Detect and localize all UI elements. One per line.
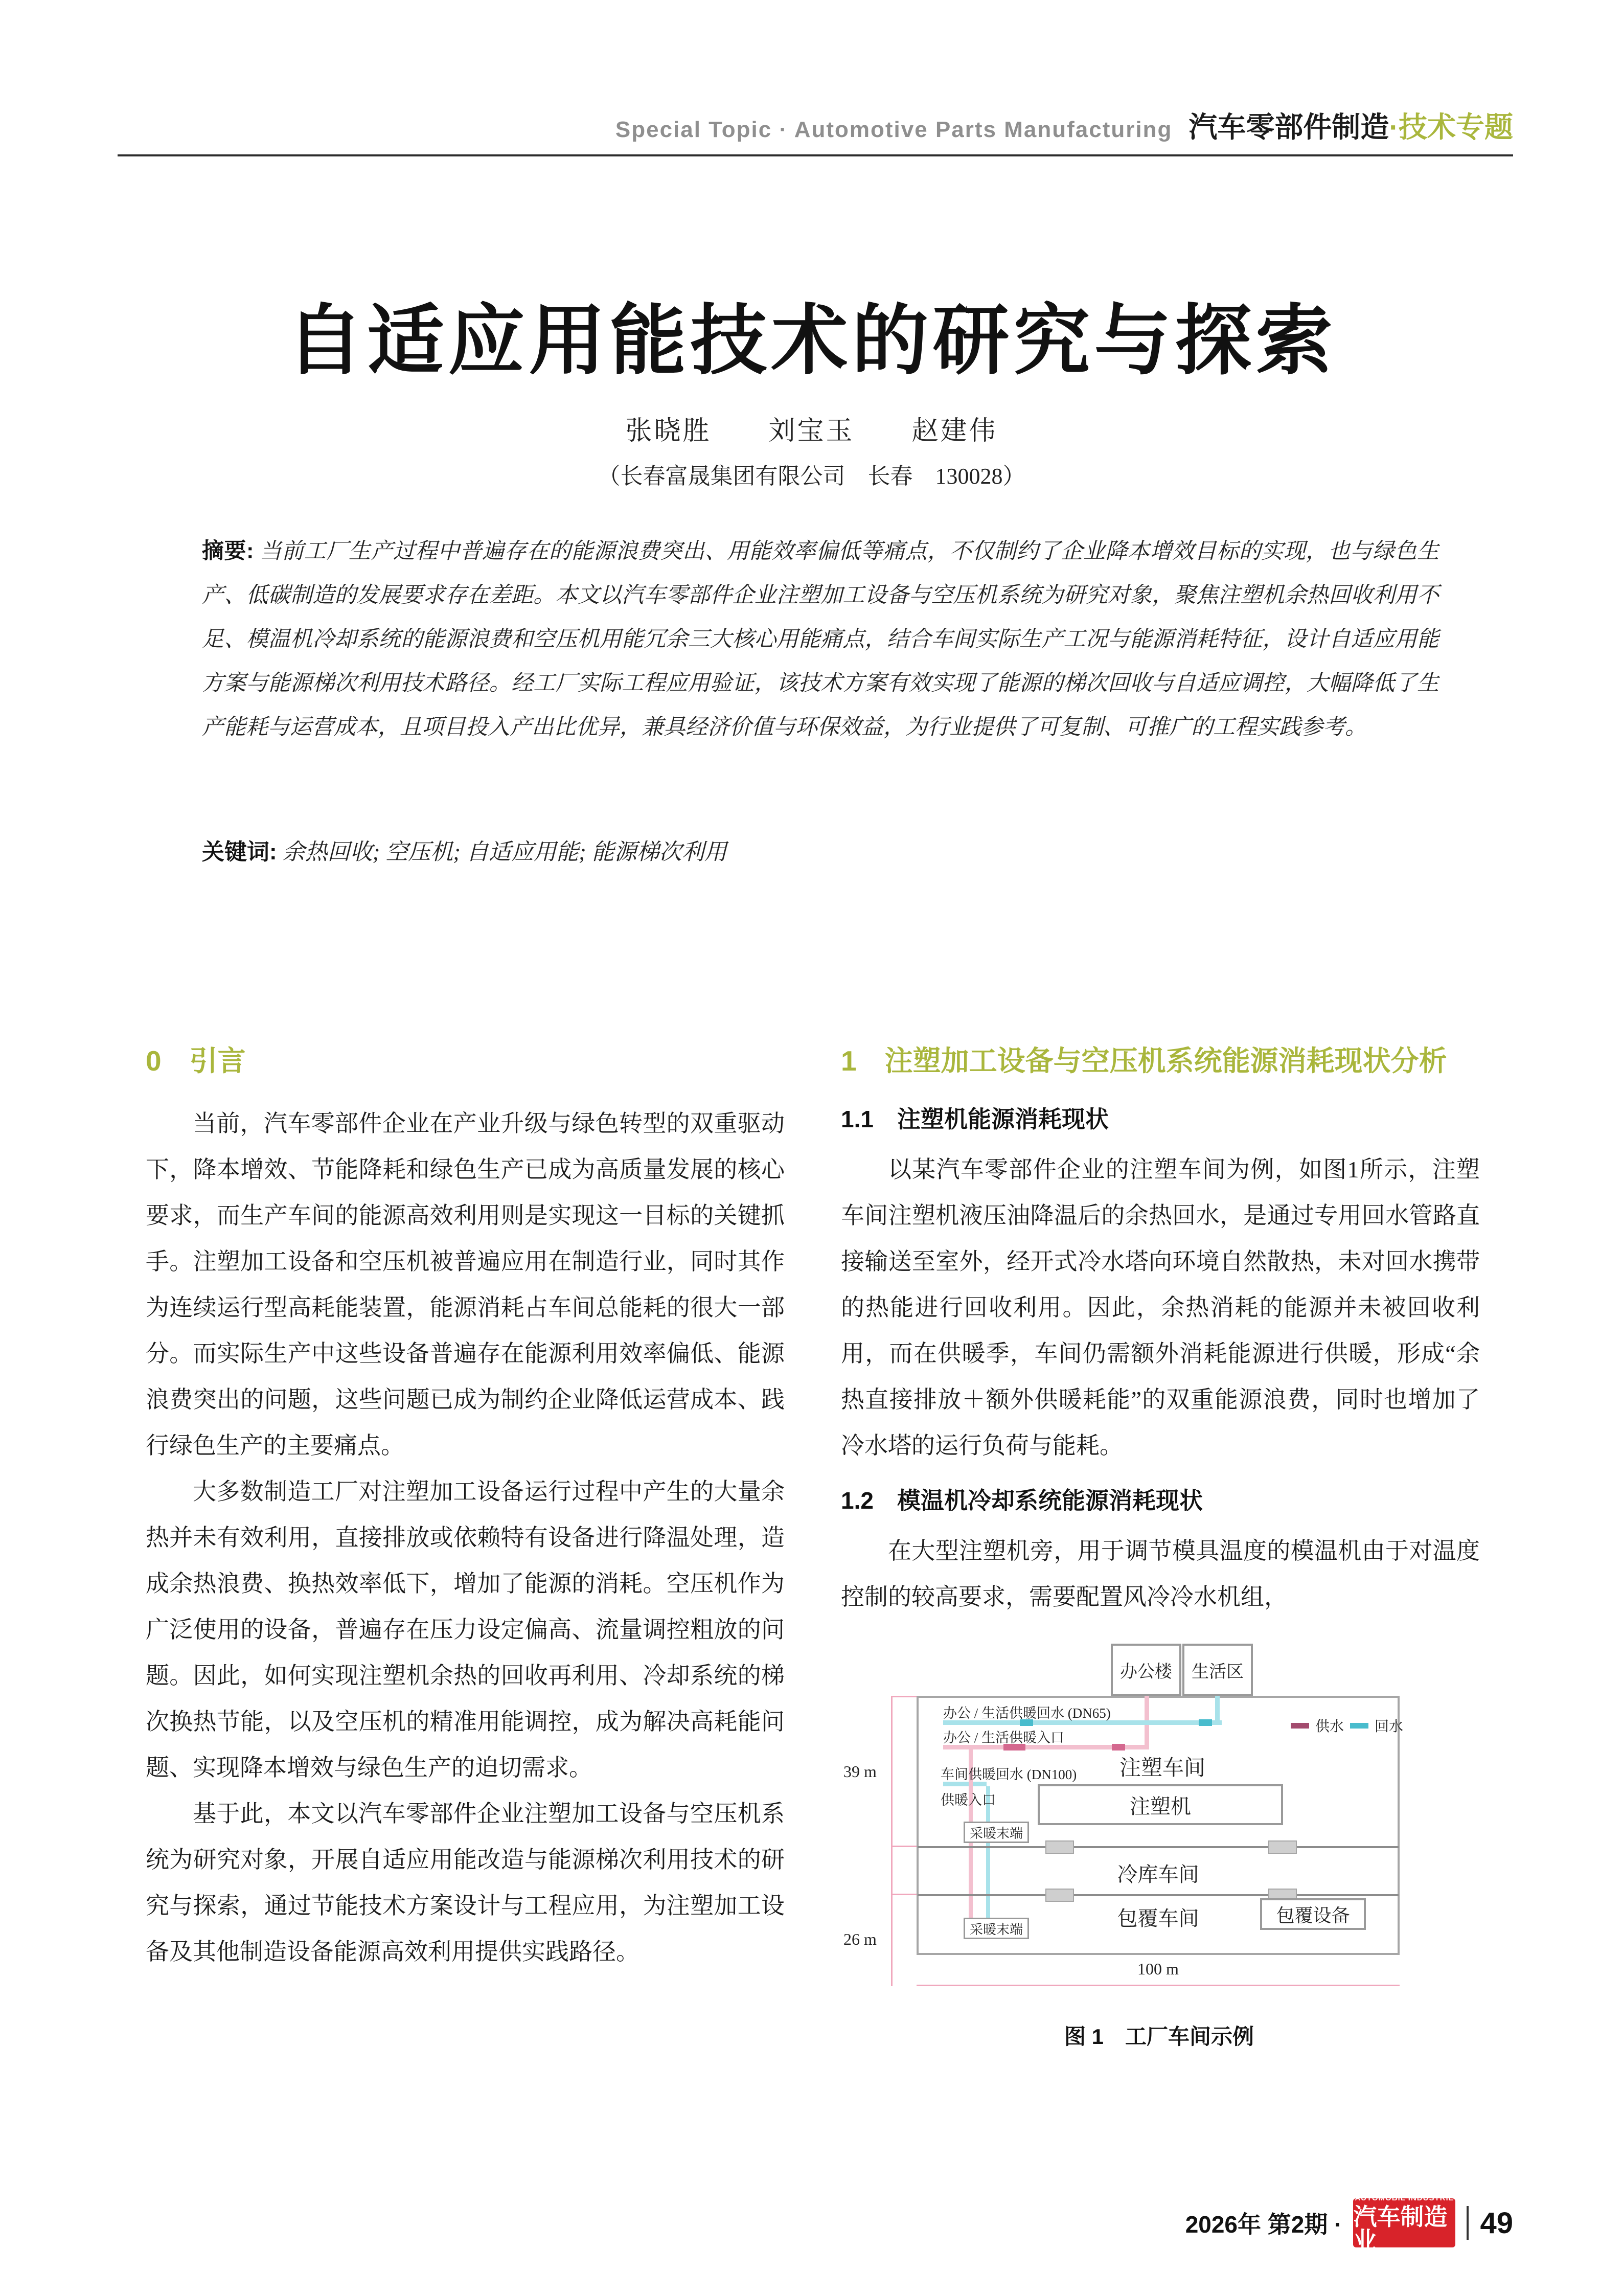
two-column-body [146,1040,1480,2051]
dimension-line-bottom [917,1985,1400,1986]
abstract-label: 摘要: [202,539,254,563]
cold-storage-workshop-label: 冷库车间 [1117,1863,1199,1886]
dimension-tick [891,1696,918,1697]
office-building-box [1111,1644,1181,1696]
header-rule [118,154,1513,156]
injection-machine-box [1038,1784,1283,1825]
section-0-paragraph-2: 大多数制造工厂对注塑加工设备运行过程中产生的大量余热并未有效利用，直接排放或依赖特有设备进行降温处理，造成余热浪费、换热效率低下，增加了能源的消耗。空压机作为广泛使用的设备，普遍存在压力设定偏高、流量调控粗放的问题。因此，如何实现注塑机余热的回收再利用、冷却系统的梯次换热节能，以及空压机的精准用能调控，成为解决高耗能问题、实现降本增效与绿色生产的迫切需求。 [146,1479,785,1781]
page-header [118,105,1513,146]
issue-info: 2026年 第2期 · [1185,2211,1342,2238]
wrapping-equipment-label: 包覆设备 [1276,1905,1350,1926]
heating-terminal-label: 采暖末端 [969,1922,1023,1937]
left-column [146,1040,785,2051]
abstract-text: 当前工厂生产过程中普遍存在的能源浪费突出、用能效率偏低等痛点，不仅制约了企业降本增效目标的实现，也与绿色生产、低碳制造的发展要求存在差距。本文以汽车零部件企业注塑加工设备与空压机系统为研究对象，聚焦注塑机余热回收利用不足、模温机冷却系统的能源浪费和空压机用能冗余三大核心用能痛点，结合车间实际生产工况与能源消耗特征，设计自适应用能方案与能源梯次利用技术路径。经工厂实际工程应用验证，该技术方案有效实现了能源的梯次回收与自适应调控，大幅降低了生产能耗与运营成本，且项目投入产出比优异，兼具经济价值与环保效益，为行业提供了可复制、可推广的工程实践参考。 [202,539,1439,739]
office-building-label: 办公楼 [1120,1662,1172,1681]
section-0-paragraph-3: 基于此，本文以汽车零部件企业注塑加工设备与空压机系统为研究对象，开展自适应用能改造与能源梯次利用技术的研究与探索，通过节能技术方案设计与工程应用，为注塑加工设备及其他制造设备能源高效利用提供实践路径。 [146,1801,785,1965]
dimension-39m: 39 m [843,1762,877,1781]
wall-separator-2 [918,1894,1399,1896]
keywords [202,833,1439,866]
wrapping-equipment-box [1260,1898,1366,1930]
pipe-valve-mark [1112,1744,1125,1751]
inlet-workshop-label: 供暖入口 [941,1792,996,1808]
door-opening [1045,1889,1074,1902]
heating-terminal-box-2 [964,1918,1029,1939]
figure-legend [1291,1715,1403,1736]
legend-return-label: 回水 [1375,1719,1404,1735]
section-1-2-heading: 1.2 模温机冷却系统能源消耗现状 [841,1487,1203,1514]
dimension-tick [891,1846,918,1847]
return-dn100-label: 车间供暖回水 (DN100) [941,1767,1077,1782]
dimension-100m: 100 m [1137,1960,1179,1978]
dimension-26m: 26 m [843,1930,877,1948]
keywords-text: 余热回收; 空压机; 自适应用能; 能源梯次利用 [282,839,727,865]
right-column [841,1040,1480,2051]
inlet-office-label: 办公 / 生活供暖入口 [943,1730,1065,1745]
legend-supply-swatch [1291,1723,1309,1729]
journal-logo [1353,2193,1455,2254]
journal-logo-title: 汽车制造业 [1353,2203,1448,2254]
keywords-label: 关键词: [202,839,277,865]
heating-terminal-box-1 [964,1822,1029,1843]
header-english: Special Topic · Automotive Parts Manufacturing [615,117,1173,142]
authors: 张晓胜 刘宝玉 赵建伟 [625,417,998,446]
living-area-box [1182,1644,1253,1696]
injection-workshop-label: 注塑车间 [1119,1757,1206,1780]
page-number-divider [1467,2206,1469,2240]
heating-terminal-label: 采暖末端 [969,1826,1023,1841]
legend-return-swatch [1350,1723,1368,1729]
section-1-2-paragraph: 在大型注塑机旁，用于调节模具温度的模温机由于对温度控制的较高要求，需要配置风冷冷水机组， [841,1538,1480,1610]
page-footer [1185,2193,1513,2254]
header-chinese: 汽车零部件制造 [1188,111,1389,143]
return-dn65-label: 办公 / 生活供暖回水 (DN65) [943,1706,1111,1721]
section-0-paragraph-1: 当前，汽车零部件企业在产业升级与绿色转型的双重驱动下，降本增效、节能降耗和绿色生产已成为高质量发展的核心要求，而生产车间的能源高效利用则是实现这一目标的关键抓手。注塑加工设备和空压机被普遍应用在制造行业，同时其作为连续运行型高耗能装置，能源消耗占车间总能耗的很大一部分。而实际生产中这些设备普遍存在能源利用效率偏低、能源浪费突出的问题，这些问题已成为制约企业降低运营成本、践行绿色生产的主要痛点。 [146,1110,785,1459]
pipe-valve-mark [1199,1719,1212,1726]
injection-machine-label: 注塑机 [1130,1794,1191,1818]
abstract [202,529,1439,749]
journal-logo-subtitle: AUTOMOBIL INDUSTRIE [1355,2193,1454,2202]
door-opening [1268,1840,1297,1854]
legend-supply-label: 供水 [1315,1719,1344,1735]
door-opening [1045,1840,1074,1854]
affiliation: （长春富晟集团有限公司 长春 130028） [598,464,1025,489]
dimension-line-vertical [891,1696,893,1986]
section-1-1-heading: 1.1 注塑机能源消耗现状 [841,1106,1109,1132]
section-1-1-paragraph: 以某汽车零部件企业的注塑车间为例，如图1所示，注塑车间注塑机液压油降温后的余热回水，是通过专用回水管路直接输送至室外，经开式冷水塔向环境自然散热，未对回水携带的热能进行回收利用。因此，余热消耗的能源并未被回收利用，而在供暖季，车间仍需额外消耗能源进行供暖，形成“余热直接排放＋额外供暖耗能”的双重能源浪费，同时也增加了冷水塔的运行负荷与能耗。 [841,1156,1480,1459]
header-topic: ·技术专题 [1389,111,1513,143]
wall-separator-1 [918,1846,1399,1848]
section-1-heading: 1 注塑加工设备与空压机系统能源消耗现状分析 [841,1045,1447,1077]
living-area-label: 生活区 [1192,1662,1244,1681]
wrapping-workshop-label: 包覆车间 [1117,1907,1199,1930]
section-0-heading: 0 引言 [146,1045,246,1077]
dimension-tick [891,1894,918,1895]
figure-1-diagram [841,1634,1477,2003]
page-number: 49 [1480,2206,1513,2240]
article-title: 自适应用能技术的研究与探索 [286,298,1337,383]
figure-1-caption: 图 1 工厂车间示例 [1064,2025,1254,2049]
